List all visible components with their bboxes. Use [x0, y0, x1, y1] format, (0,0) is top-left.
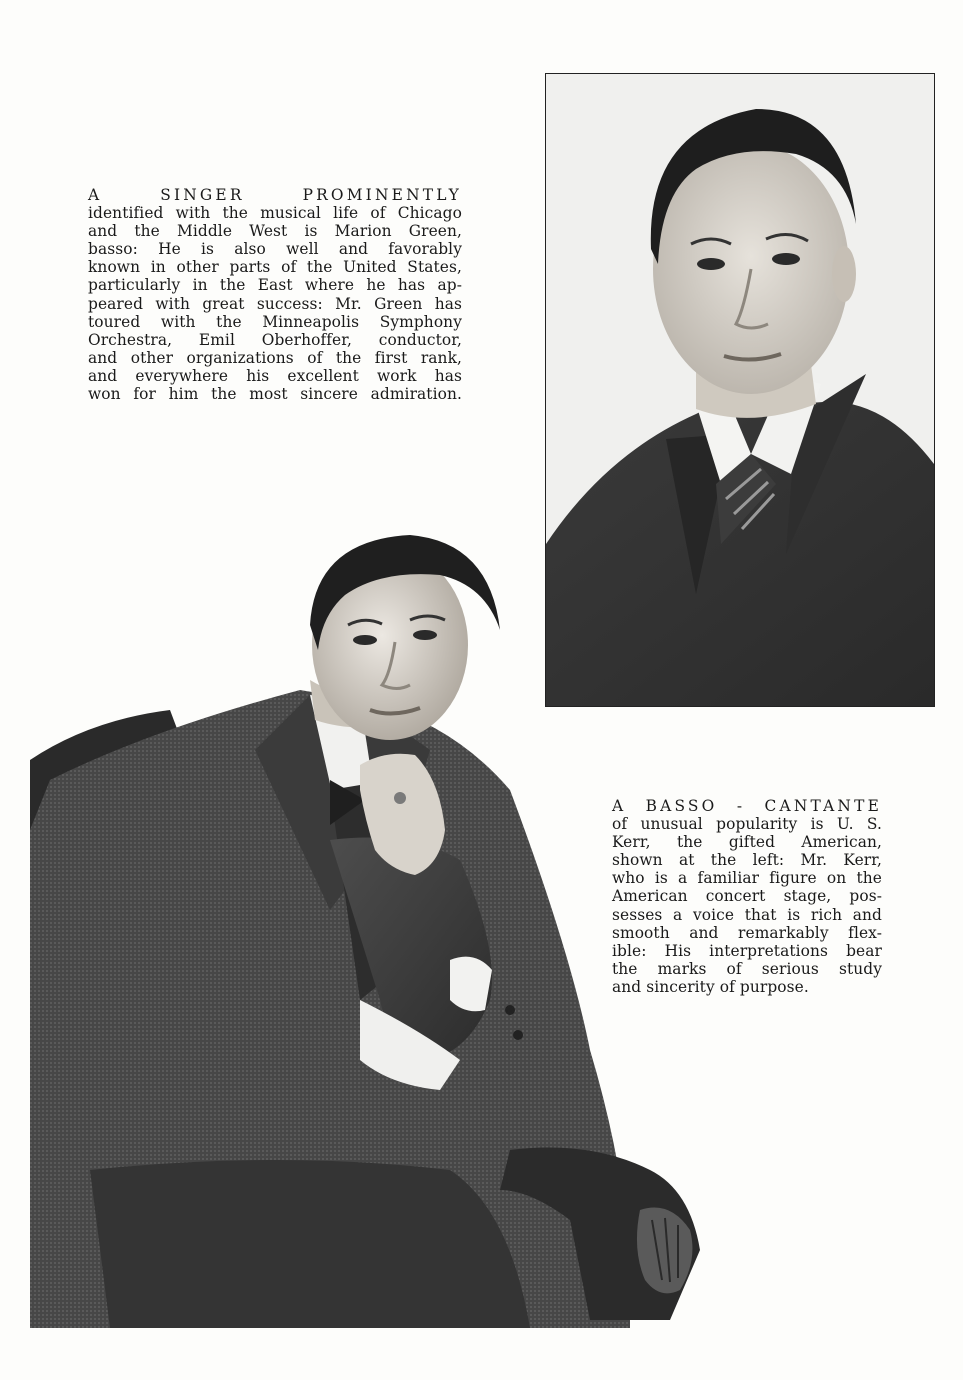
caption-green-line-6: particularly in the East where he has ap-: [88, 276, 462, 295]
caption-us-kerr: [612, 797, 882, 996]
caption-kerr-line-5: who is a familiar figure on the: [612, 869, 882, 888]
caption-green-line-9: Orchestra, Emil Oberhoffer, conductor,: [88, 330, 462, 349]
caption-kerr-line-9: ible: His interpretations bear: [612, 941, 882, 960]
caption-kerr-line-2: of unusual popularity is U. S.: [612, 815, 882, 834]
caption-green-line-12: won for him the most sincere admiration.: [88, 385, 462, 404]
caption-kerr-line-4: shown at the left: Mr. Kerr,: [612, 851, 882, 870]
caption-green-line-1: A SINGER PROMINENTLY: [88, 186, 462, 204]
caption-kerr-line-3: Kerr, the gifted American,: [612, 833, 882, 852]
caption-green-line-4: basso: He is also well and favorably: [88, 240, 462, 259]
caption-marion-green: [88, 186, 462, 403]
caption-kerr-line-11: and sincerity of purpose.: [612, 977, 809, 996]
caption-kerr-line-6: American concert stage, pos-: [612, 887, 882, 906]
caption-kerr-line-1: A BASSO - CANTANTE: [612, 797, 882, 815]
caption-green-line-5: known in other parts of the United States,: [88, 258, 462, 277]
caption-kerr-line-7: sesses a voice that is rich and: [612, 905, 882, 924]
caption-green-line-2: identified with the musical life of Chicago: [88, 204, 462, 223]
caption-green-line-8: toured with the Minneapolis Symphony: [88, 312, 462, 331]
caption-kerr-line-8: smooth and remarkably flex-: [612, 923, 882, 942]
caption-green-line-10: and other organizations of the first rank,: [88, 348, 462, 367]
caption-green-line-11: and everywhere his excellent work has: [88, 366, 462, 385]
caption-green-line-3: and the Middle West is Marion Green,: [88, 222, 462, 241]
caption-green-line-7: peared with great success: Mr. Green has: [88, 294, 462, 313]
caption-kerr-line-10: the marks of serious study: [612, 959, 882, 978]
